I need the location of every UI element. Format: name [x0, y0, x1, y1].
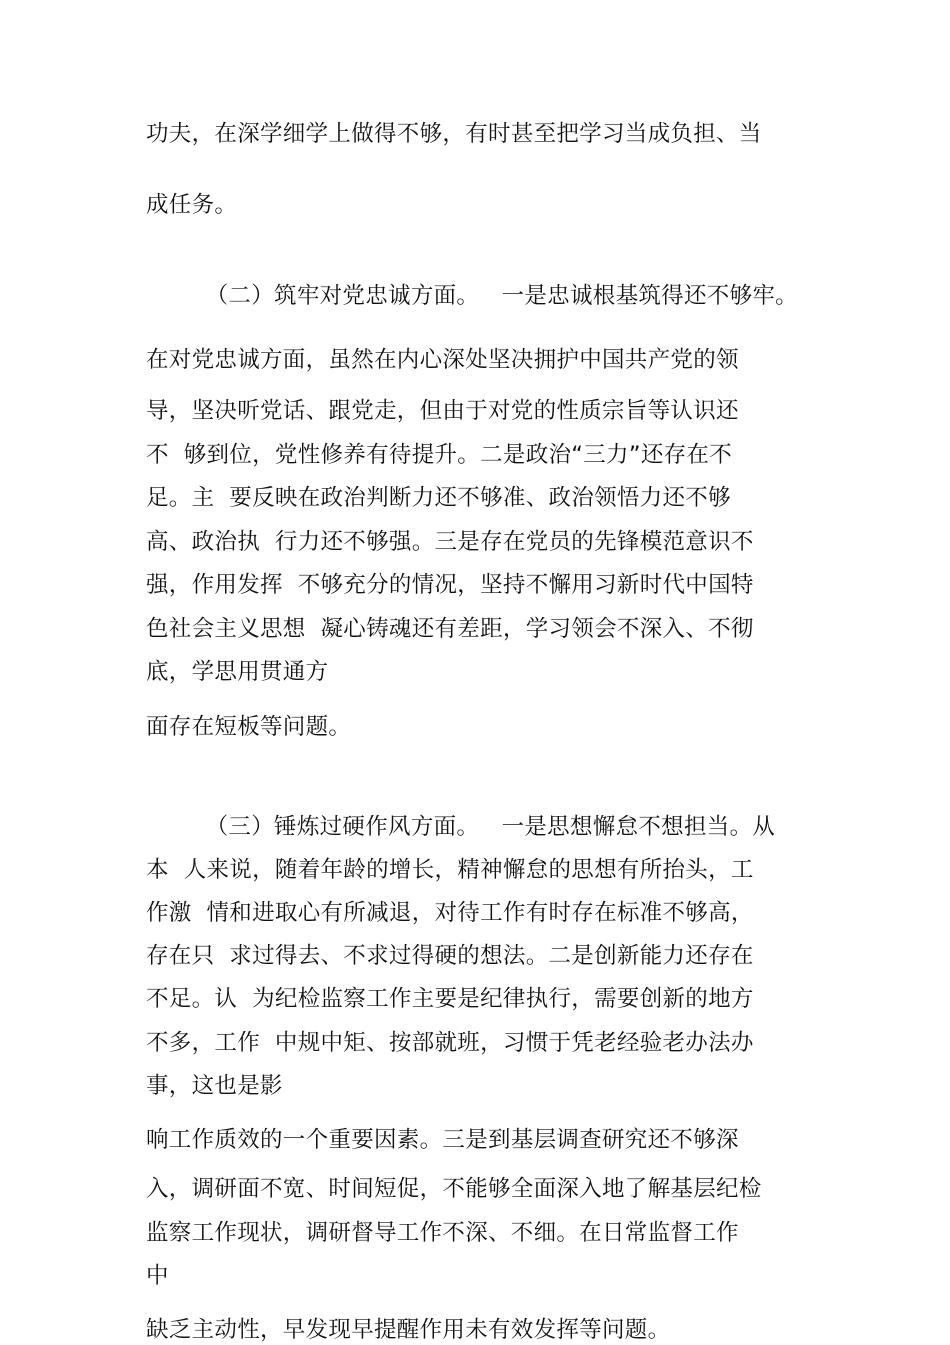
text-line: 色社会主义思想 凝心铸魂还有差距，学习领会不深入、不彻	[146, 616, 754, 642]
text-line: 监察工作现状，调研督导工作不深、不细。在日常监督工作	[146, 1220, 739, 1246]
section-heading-2: （二）筑牢对党忠诚方面。 一是忠诚根基筑得还不够牢。	[146, 283, 798, 309]
text-line: 不多，工作 中规中矩、按部就班，习惯于凭老经验老办法办	[146, 1030, 754, 1056]
text-line: 存在只 求过得去、不求过得硬的想法。二是创新能力还存在	[146, 943, 754, 969]
text-line: 功夫，在深学细学上做得不够，有时甚至把学习当成负担、当	[146, 121, 762, 147]
text-line: 事，这也是影	[146, 1073, 283, 1099]
text-line: 缺乏主动性，早发现早提醒作用未有效发挥等问题。	[146, 1317, 671, 1343]
text-line: 作激 情和进取心有所减退，对待工作有时存在标准不够高，	[146, 900, 754, 926]
section-heading-3: （三）锤炼过硬作风方面。 一是思想懈怠不想担当。从	[146, 814, 776, 840]
text-line: 在对党忠诚方面，虽然在内心深处坚决拥护中国共产党的领	[146, 347, 739, 373]
text-line: 强，作用发挥 不够充分的情况，坚持不懈用习新时代中国特	[146, 572, 754, 598]
text-line: 底，学思用贯通方	[146, 659, 329, 685]
text-line: 不足。认 为纪检监察工作主要是纪律执行，需要创新的地方	[146, 986, 754, 1012]
text-line: 面存在短板等问题。	[146, 714, 352, 740]
text-line: 响工作质效的一个重要因素。三是到基层调查研究还不够深	[146, 1127, 739, 1153]
text-line: 成任务。	[146, 192, 238, 218]
text-line: 导，坚决听党话、跟党走，但由于对党的性质宗旨等认识还	[146, 398, 739, 424]
text-line: 入，调研面不宽、时间短促，不能够全面深入地了解基层纪检	[146, 1176, 762, 1202]
text-line: 本 人来说，随着年龄的增长，精神懈怠的思想有所抬头，工	[146, 857, 754, 883]
text-line: 不 够到位，党性修养有待提升。二是政治“三力”还存在不	[146, 442, 733, 468]
text-line: 足。主 要反映在政治判断力还不够准、政治领悟力还不够	[146, 485, 731, 511]
text-line: 高、政治执 行力还不够强。三是存在党员的先锋模范意识不	[146, 529, 754, 555]
text-line: 中	[146, 1263, 169, 1289]
